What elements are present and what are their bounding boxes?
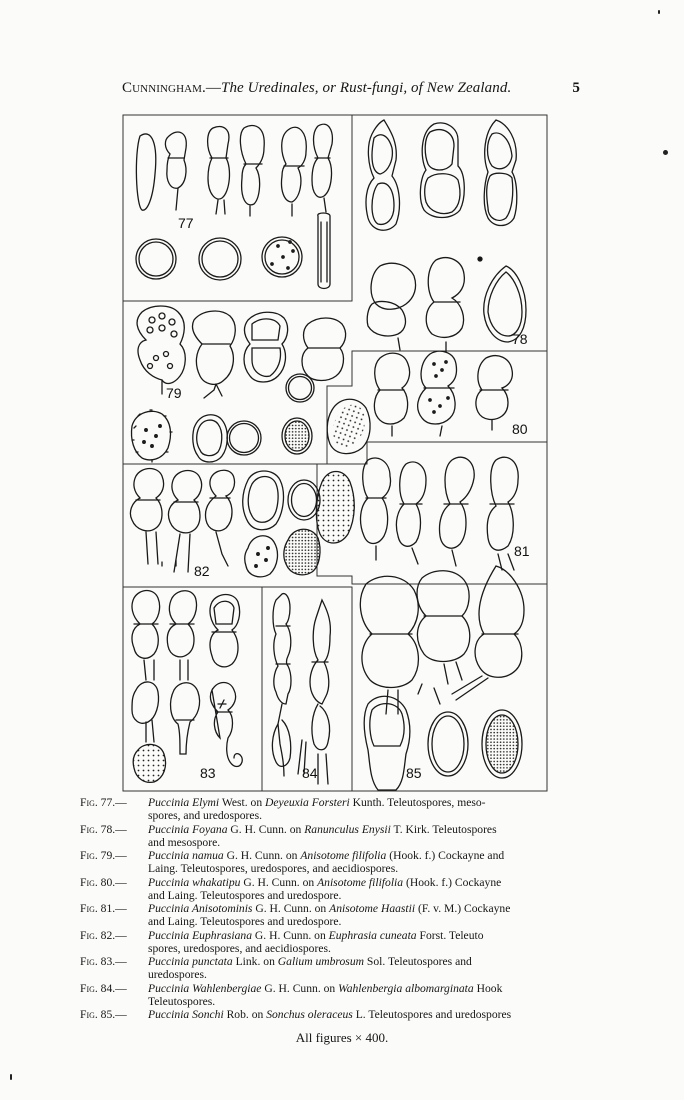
figure-captions — [80, 796, 544, 1022]
caption-fig-77 — [80, 796, 544, 822]
plate-drawing — [122, 114, 548, 792]
caption-text-2: Sol. Teleutospores and — [364, 955, 472, 968]
caption-host: Deyeuxia Forsteri — [265, 796, 350, 809]
fig-79-drawing — [131, 306, 345, 462]
caption-species: Puccinia Anisotominis — [148, 902, 253, 915]
caption-text-2: (Hook. f.) Cockayne and — [386, 849, 505, 862]
fig-78-drawing — [366, 120, 526, 352]
caption-continuation: spores, uredospores, and aecidiospores. — [148, 941, 331, 955]
caption-host: Euphrasia cuneata — [328, 928, 417, 942]
caption-fig-78 — [80, 823, 544, 849]
fig-label-79: 79 — [166, 385, 182, 401]
caption-fig-79 — [80, 849, 544, 875]
caption-continuation: and Laing. Teleutospores and uredospore. — [148, 915, 342, 928]
fig-84-drawing — [272, 594, 330, 784]
caption-text: G. H. Cunn. on — [261, 981, 339, 995]
fig-85-drawing — [360, 566, 524, 790]
fig-label-82: 82 — [194, 563, 210, 579]
fig-77-drawing — [136, 124, 332, 288]
caption-label: Fig. 84.— — [80, 981, 127, 995]
caption-label: Fig. 81.— — [80, 902, 127, 915]
caption-host: Wahlenbergia albomarginata — [338, 981, 474, 995]
caption-host: Sonchus oleraceus — [266, 1008, 353, 1021]
caption-text-2: L. Teleutospores and uredospores — [352, 1008, 512, 1021]
caption-text-2: Hook — [473, 981, 503, 995]
header-title: The Uredinales, or Rust-fungi, of New Zealand. — [221, 80, 512, 96]
fig-81-drawing — [361, 457, 519, 570]
caption-text: West. on — [219, 796, 266, 809]
caption-label: Fig. 77.— — [80, 796, 127, 809]
fig-label-81: 81 — [514, 543, 530, 559]
caption-species: Puccinia Foyana — [148, 822, 228, 836]
caption-label: Fig. 82.— — [80, 928, 127, 942]
caption-continuation: and Laing. Teleutospores and uredospore. — [148, 888, 342, 902]
caption-text-2: (Hook. f.) Cockayne — [403, 875, 502, 889]
caption-fig-81 — [80, 902, 544, 928]
caption-label: Fig. 78.— — [80, 822, 127, 836]
fig-82-drawing — [130, 469, 354, 577]
caption-continuation: and mesospore. — [148, 835, 221, 849]
caption-continuation: Teleutospores. — [148, 994, 216, 1008]
fig-label-80: 80 — [512, 421, 528, 437]
caption-text: G. H. Cunn. on — [252, 902, 330, 915]
caption-text: G. H. Cunn. on — [240, 875, 318, 889]
caption-fig-80 — [80, 876, 544, 902]
caption-label: Fig. 80.— — [80, 875, 127, 889]
magnification-note: All figures × 400. — [295, 1030, 389, 1045]
fig-label-83: 83 — [200, 765, 216, 781]
caption-host: Anisotome filifolia — [317, 875, 404, 889]
caption-text: G. H. Cunn. on — [227, 822, 305, 836]
caption-label: Fig. 83.— — [80, 955, 127, 968]
caption-host: Galium umbrosum — [277, 955, 364, 968]
scan-speck — [10, 1074, 12, 1080]
page-number: 5 — [572, 80, 580, 96]
caption-continuation: spores, and uredospores. — [148, 809, 262, 822]
caption-text: Link. on — [232, 955, 278, 968]
scan-speck — [663, 150, 668, 155]
caption-continuation: uredospores. — [148, 968, 207, 981]
caption-species: Puccinia whakatipu — [148, 875, 241, 889]
caption-species: Puccinia Euphrasiana — [148, 928, 253, 942]
header-separator: — — [205, 80, 222, 96]
caption-species: Puccinia Sonchi — [148, 1008, 224, 1021]
caption-host: Anisotome filifolia — [300, 849, 387, 862]
fig-label-85: 85 — [406, 765, 422, 781]
fig-label-84: 84 — [302, 765, 318, 781]
caption-fig-82 — [80, 929, 544, 955]
header-author: Cunningham. — [122, 80, 206, 96]
caption-text-2: Kunth. Teleutospores, meso- — [349, 796, 486, 809]
running-header — [122, 80, 582, 97]
fig-80-drawing — [327, 351, 512, 453]
caption-text-2: (F. v. M.) Cockayne — [415, 902, 511, 915]
caption-species: Puccinia namua — [148, 849, 224, 862]
caption-species: Puccinia punctata — [148, 955, 233, 968]
fig-83-drawing — [132, 591, 242, 783]
caption-label: Fig. 79.— — [80, 849, 127, 862]
caption-text: G. H. Cunn. on — [252, 928, 329, 942]
caption-label: Fig. 85.— — [80, 1008, 127, 1021]
caption-fig-84 — [80, 982, 544, 1008]
caption-continuation: Laing. Teleutospores, uredospores, and aecidiospores. — [148, 862, 399, 875]
caption-text-2: T. Kirk. Teleutospores — [390, 822, 497, 836]
fig-label-78: 78 — [512, 331, 528, 347]
caption-host: Anisotome Haastii — [329, 902, 416, 915]
caption-text-2: Forst. Teleuto — [416, 928, 484, 942]
caption-species: Puccinia Elymi — [148, 796, 220, 809]
caption-host: Ranunculus Enysii — [304, 822, 391, 836]
scan-speck — [658, 10, 660, 14]
caption-species: Puccinia Wahlenbergiae — [148, 981, 262, 995]
figure-plate — [122, 114, 548, 792]
caption-fig-85 — [80, 1008, 544, 1021]
fig-label-77: 77 — [178, 215, 194, 231]
caption-fig-83 — [80, 955, 544, 981]
caption-text: Rob. on — [223, 1008, 267, 1021]
caption-text: G. H. Cunn. on — [223, 849, 301, 862]
